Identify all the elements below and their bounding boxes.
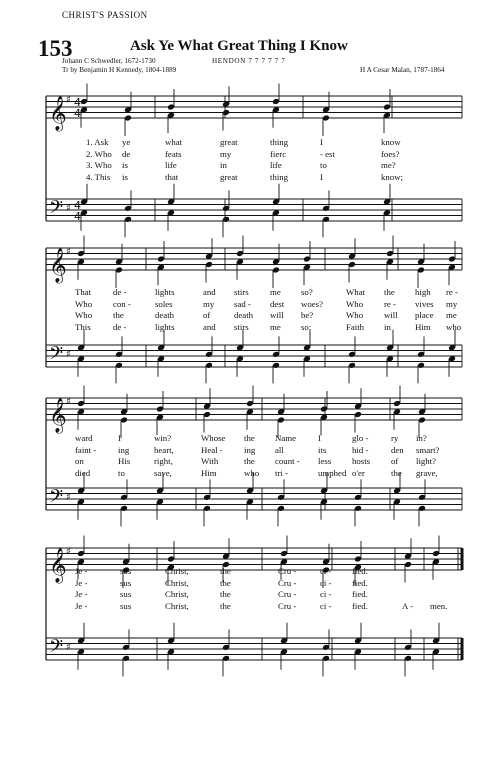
lyric-syllable: Cru - — [278, 589, 297, 599]
lyric-syllable: the — [220, 589, 231, 599]
lyric-syllable: I — [118, 433, 121, 443]
lyric-syllable: - est — [320, 148, 335, 159]
lyric-syllable: sus — [120, 577, 132, 588]
lyric-syllable: This — [75, 321, 91, 332]
lyric-syllable: fied. — [352, 600, 368, 611]
lyric-syllable: me — [270, 321, 281, 332]
translator-credit: Tr by Benjamin H Kennedy, 1804-1889 — [62, 66, 177, 74]
lyric-syllable: Cru - — [278, 566, 297, 576]
lyric-syllable: less — [318, 456, 332, 466]
lyric-syllable: dest — [270, 298, 285, 309]
lyric-syllable: great — [220, 137, 238, 147]
lyric-syllable: sus — [120, 589, 132, 599]
lyric-syllable: know — [381, 137, 401, 147]
lyric-syllable: fied. — [352, 566, 368, 576]
lyric-syllable: the — [391, 467, 402, 478]
lyric-syllable: hid - — [352, 444, 369, 455]
lyric-syllable: will — [384, 310, 398, 320]
lyric-syllable: feats — [165, 148, 182, 159]
lyric-syllable: Christ, — [165, 600, 189, 611]
lyric-syllable: to — [320, 160, 327, 170]
lyric-syllable: so? — [301, 287, 313, 297]
lyric-syllable: A - — [402, 600, 413, 611]
key-signature-sharp: ♯ — [66, 348, 71, 360]
key-signature-sharp: ♯ — [66, 396, 71, 408]
lyric-syllable: Je - — [75, 577, 88, 588]
lyric-syllable: His — [118, 456, 131, 466]
lyric-syllable: Christ, — [165, 566, 189, 576]
lyric-syllable: Who — [75, 310, 93, 320]
lyric-syllable: ci - — [320, 589, 332, 599]
lyric-syllable: me — [270, 287, 281, 297]
bass-clef: 𝄢 — [49, 343, 64, 369]
key-signature-sharp: ♯ — [66, 491, 71, 503]
lyric-syllable: grave, — [416, 467, 438, 478]
lyric-syllable: foes? — [381, 148, 400, 159]
lyric-syllable: save, — [154, 467, 172, 478]
lyric-syllable: Je - — [75, 600, 88, 611]
lyric-syllable: lights — [155, 321, 175, 332]
lyric-syllable: is — [122, 171, 128, 182]
key-signature-sharp: ♯ — [66, 202, 71, 214]
lyric-syllable: Je - — [75, 566, 88, 576]
key-signature-sharp: ♯ — [66, 641, 71, 653]
lyric-syllable: 3. Who — [86, 160, 112, 170]
lyric-syllable: sus — [120, 600, 132, 611]
lyric-syllable: ci - — [320, 600, 332, 611]
lyric-syllable: died — [75, 467, 91, 478]
lyric-syllable: thing — [270, 137, 289, 147]
lyric-syllable: me — [446, 310, 457, 320]
lyric-syllable: the — [220, 566, 231, 576]
lyric-syllable: Whose — [201, 433, 226, 443]
lyric-syllable: and — [203, 321, 216, 332]
lyric-syllable: 4. This — [86, 171, 111, 182]
lyric-syllable: stirs — [234, 321, 249, 332]
lyric-syllable: thing — [270, 171, 289, 182]
key-signature-sharp: ♯ — [66, 246, 71, 258]
lyric-syllable: know; — [381, 171, 403, 182]
treble-clef: 𝄞 — [49, 248, 67, 283]
lyric-syllable: de — [122, 148, 131, 159]
lyric-syllable: me? — [381, 160, 396, 170]
lyric-syllable: life — [270, 160, 282, 170]
lyric-syllable: What — [346, 287, 366, 297]
lyric-syllable: is — [122, 160, 128, 170]
lyric-syllable: Who — [75, 298, 93, 309]
lyric-syllable: I — [318, 433, 321, 443]
lyric-syllable: ry — [391, 433, 399, 443]
lyric-syllable: With — [201, 456, 219, 466]
lyric-syllable: what — [165, 137, 183, 147]
lyric-syllable: Him — [415, 321, 431, 332]
treble-clef: 𝄞 — [49, 548, 67, 583]
lyric-syllable: Heal - — [201, 444, 223, 455]
lyric-syllable: the — [244, 433, 255, 443]
lyric-syllable: Christ, — [165, 589, 189, 599]
lyric-syllable: 1. Ask — [86, 137, 109, 147]
lyric-syllable: its — [318, 444, 327, 455]
lyric-syllable: ye — [122, 137, 131, 147]
lyric-syllable: 2. Who — [86, 148, 112, 159]
lyric-syllable: death — [155, 310, 175, 320]
lyric-syllable: and — [203, 287, 216, 297]
key-signature-sharp: ♯ — [66, 546, 71, 558]
composer-credit: H A Cesar Malan, 1787-1864 — [360, 66, 445, 74]
lyric-syllable: the — [113, 310, 124, 320]
lyric-syllable: win? — [154, 433, 172, 443]
lyric-syllable: Cru - — [278, 600, 297, 611]
bass-clef: 𝄢 — [49, 636, 64, 662]
lyric-syllable: the — [384, 287, 395, 297]
lyric-syllable: Name — [275, 433, 297, 443]
lyric-syllable: sad - — [234, 298, 251, 309]
key-signature-sharp: ♯ — [66, 94, 71, 106]
lyric-syllable: my — [203, 298, 215, 309]
lyric-syllable: I — [320, 171, 323, 182]
lyric-syllable: in — [220, 160, 227, 170]
lyric-syllable: Who — [346, 310, 364, 320]
lyric-syllable: who — [446, 321, 462, 332]
lyric-syllable: ci - — [320, 566, 332, 576]
lyric-syllable: my — [220, 148, 232, 159]
bass-clef: 𝄢 — [49, 197, 64, 223]
lyric-syllable: who — [244, 467, 260, 478]
lyric-syllable: con - — [113, 298, 131, 309]
time-signature: 4 — [74, 210, 81, 223]
lyric-syllable: will — [270, 310, 284, 320]
lyric-syllable: o'er — [352, 467, 365, 478]
lyric-syllable: Who — [346, 298, 364, 309]
lyric-syllable: great — [220, 171, 238, 182]
lyric-syllable: in? — [416, 433, 427, 443]
lyric-syllable: glo - — [352, 433, 369, 443]
lyric-syllable: ci - — [320, 577, 332, 588]
lyric-syllable: That — [75, 287, 92, 297]
lyric-syllable: so: — [301, 321, 312, 332]
lyric-syllable: heart, — [154, 444, 174, 455]
lyric-syllable: all — [275, 444, 284, 455]
lyric-syllable: sus — [120, 566, 132, 576]
lyric-syllable: on — [75, 456, 84, 466]
lyric-syllable: de - — [113, 287, 127, 297]
lyric-syllable: tri - — [275, 467, 288, 478]
lyric-syllable: Cru - — [278, 577, 297, 588]
lyric-syllable: re - — [384, 298, 396, 309]
lyric-syllable: my — [446, 298, 458, 309]
lyric-syllable: place — [415, 310, 434, 320]
tune-name: HENDON 7 7 7 7 7 7 — [212, 57, 286, 65]
lyric-syllable: in — [384, 321, 391, 332]
lyric-syllable: the — [244, 456, 255, 466]
lyric-syllable: Christ, — [165, 577, 189, 588]
lyric-syllable: fied. — [352, 589, 368, 599]
treble-clef: 𝄞 — [49, 96, 67, 131]
hymn-title: Ask Ye What Great Thing I Know — [130, 38, 348, 54]
lyric-syllable: Faith — [346, 321, 365, 332]
lyric-syllable: the — [220, 600, 231, 611]
lyric-syllable: woes? — [301, 298, 323, 309]
lyric-syllable: count - — [275, 456, 300, 466]
bass-clef: 𝄢 — [49, 486, 64, 512]
lyric-syllable: men. — [430, 600, 448, 611]
author-credit: Johann C Schwedler, 1672-1730 — [62, 57, 156, 65]
lyric-syllable: death — [234, 310, 254, 320]
time-signature: 4 — [74, 107, 81, 120]
lyric-syllable: to — [118, 467, 125, 478]
lyric-syllable: right, — [154, 456, 173, 466]
lyric-syllable: that — [165, 171, 179, 182]
time-signature: 4 — [74, 199, 81, 212]
lyric-syllable: ward — [75, 433, 93, 443]
lyric-syllable: stirs — [234, 287, 249, 297]
lyric-syllable: soles — [155, 298, 173, 309]
lyric-syllable: faint - — [75, 444, 97, 455]
lyric-syllable: umphed — [318, 467, 347, 478]
lyric-syllable: of — [203, 310, 211, 320]
lyric-syllable: lights — [155, 287, 175, 297]
lyric-syllable: re - — [446, 287, 458, 297]
lyric-syllable: the — [220, 577, 231, 588]
lyric-syllable: life — [165, 160, 177, 170]
lyric-syllable: Je - — [75, 589, 88, 599]
lyric-syllable: vives — [415, 298, 434, 309]
lyric-syllable: smart? — [416, 444, 440, 455]
lyric-syllable: fierc — [270, 148, 287, 159]
hymn-number: 153 — [38, 36, 73, 61]
lyric-syllable: hosts — [352, 456, 371, 466]
lyric-syllable: den — [391, 444, 404, 455]
lyric-syllable: high — [415, 287, 431, 297]
lyric-syllable: Him — [201, 467, 217, 478]
lyric-syllable: fied. — [352, 577, 368, 588]
time-signature: 4 — [74, 96, 81, 109]
lyric-syllable: light? — [416, 456, 437, 466]
lyric-syllable: ing — [244, 444, 256, 455]
section-heading: CHRIST'S PASSION — [62, 10, 148, 20]
treble-clef: 𝄞 — [49, 398, 67, 433]
lyric-syllable: I — [320, 137, 323, 147]
lyric-syllable: be? — [301, 310, 314, 320]
lyric-syllable: ing — [118, 444, 130, 455]
lyric-syllable: of — [391, 456, 399, 466]
lyric-syllable: de - — [113, 321, 127, 332]
